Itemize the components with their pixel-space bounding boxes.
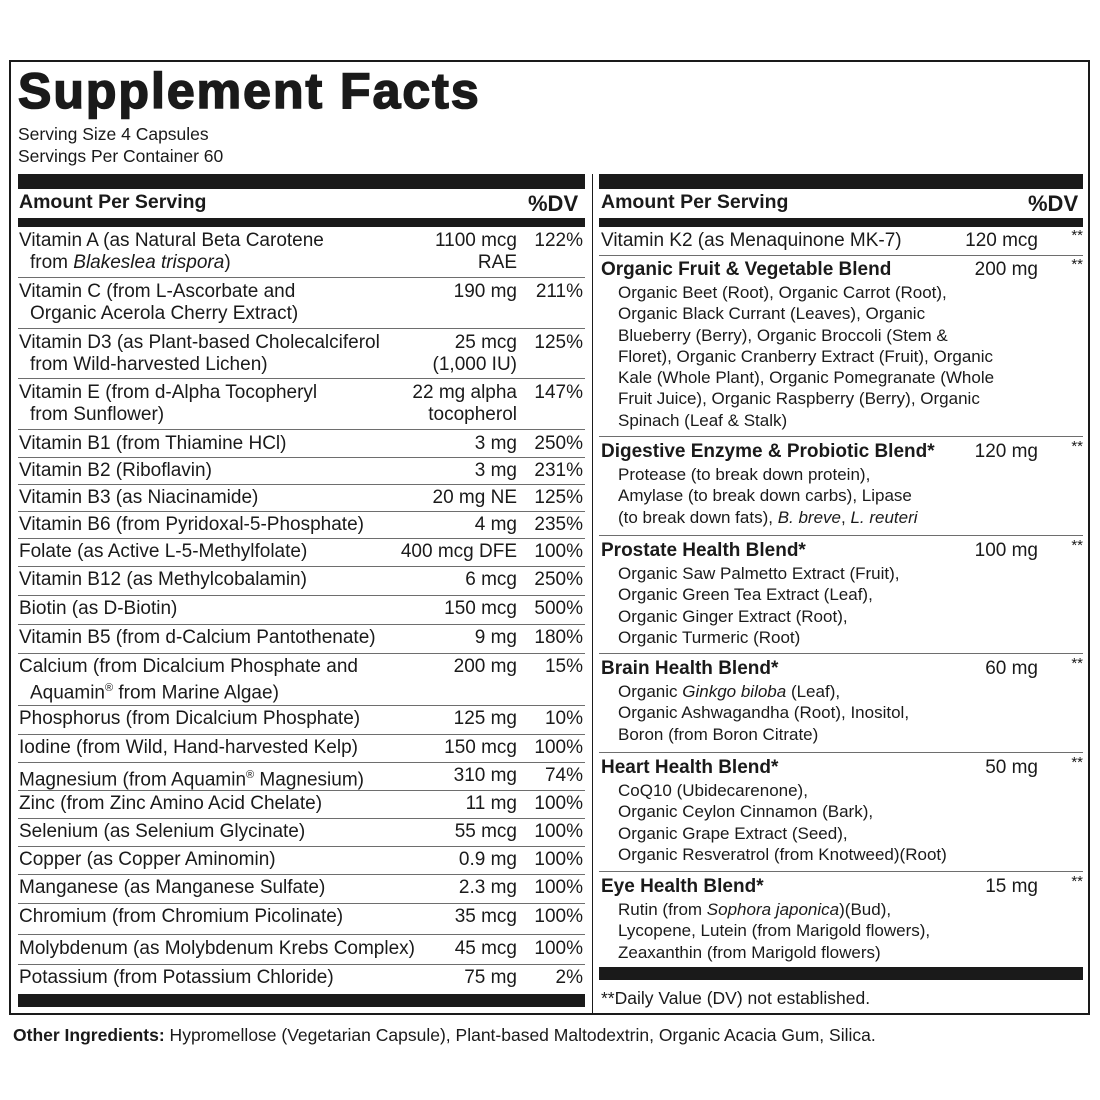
nutrient-amount-line: 310 mg bbox=[453, 765, 517, 786]
blend-row bbox=[601, 256, 1083, 430]
nutrient-amount bbox=[455, 906, 517, 928]
blend-name: Prostate Health Blend* bbox=[601, 540, 806, 561]
nutrient-amount-line: (1,000 IU) bbox=[432, 353, 517, 375]
other-ingredients bbox=[13, 1025, 876, 1046]
nutrient-amount-line: 75 mg bbox=[464, 967, 517, 988]
nutrient-dv: 235% bbox=[534, 514, 583, 535]
nutrient-name-line: Iodine (from Wild, Hand-harvested Kelp) bbox=[19, 737, 358, 758]
nutrient-name-line: from Sunflower) bbox=[30, 403, 165, 425]
nutrient-amount bbox=[464, 967, 517, 989]
nutrient-name bbox=[19, 849, 276, 871]
nutrient-dv: 211% bbox=[535, 281, 583, 302]
ingredient-line: Floret), Organic Cranberry Extract (Fruit), Organic bbox=[618, 346, 994, 366]
nutrient-dv: 100% bbox=[534, 849, 583, 870]
nutrient-name bbox=[19, 906, 343, 928]
row-divider bbox=[18, 457, 585, 458]
nutrient-dv: 125% bbox=[534, 332, 583, 353]
nutrient-dv: 100% bbox=[534, 938, 583, 959]
ingredient-line: Organic Ginkgo biloba (Leaf), bbox=[618, 682, 841, 701]
nutrient-row bbox=[19, 281, 585, 325]
nutrient-name bbox=[19, 460, 212, 482]
nutrient-amount-line: 200 mg bbox=[453, 656, 517, 677]
nutrient-row bbox=[19, 230, 585, 274]
row-divider bbox=[18, 484, 585, 485]
ingredient-line: CoQ10 (Ubidecarenone), bbox=[618, 781, 808, 800]
row-divider bbox=[18, 378, 585, 379]
nutrient-amount-line: 45 mcg bbox=[454, 938, 517, 959]
row-divider bbox=[18, 903, 585, 904]
ingredient-line: Fruit Juice), Organic Raspberry (Berry), Organic bbox=[618, 389, 980, 409]
nutrient-name bbox=[19, 230, 324, 273]
nutrient-dv: 100% bbox=[534, 906, 583, 927]
nutrient-amount-line: 20 mg NE bbox=[432, 487, 517, 508]
nutrient-amount bbox=[455, 938, 517, 960]
nutrient-amount bbox=[454, 281, 517, 303]
row-divider bbox=[599, 871, 1083, 872]
blend-ingredients bbox=[618, 464, 918, 528]
blend-row bbox=[601, 537, 1083, 647]
nutrient-dv: 231% bbox=[534, 460, 583, 481]
ingredient-line: Kale (Whole Plant), Organic Pomegranate (Whole bbox=[618, 368, 995, 388]
nutrient-dv: 250% bbox=[534, 433, 583, 454]
nutrient-name bbox=[19, 708, 360, 730]
blend-row bbox=[601, 438, 1083, 527]
nutrient-amount bbox=[435, 230, 517, 273]
nutrient-amount bbox=[454, 765, 517, 787]
nutrient-amount bbox=[459, 877, 517, 899]
ingredient-line: Organic Grape Extract (Seed), bbox=[618, 823, 848, 843]
ingredient-line: Spinach (Leaf & Stalk) bbox=[618, 410, 788, 430]
nutrient-name-line: Vitamin B12 (as Methylcobalamin) bbox=[19, 569, 307, 590]
blend-ingredients bbox=[618, 563, 900, 648]
row-divider bbox=[18, 762, 585, 763]
nutrient-amount bbox=[412, 382, 517, 425]
nutrient-amount-line: 150 mcg bbox=[444, 737, 517, 758]
blend-row bbox=[601, 754, 1083, 864]
nutrient-dv: 500% bbox=[534, 598, 583, 619]
right-top-bar bbox=[599, 174, 1083, 189]
row-divider bbox=[18, 538, 585, 539]
nutrient-name-line: Biotin (as D-Biotin) bbox=[19, 598, 178, 619]
ingredient-line: Protease (to break down protein), bbox=[618, 465, 871, 484]
blend-dv: ** bbox=[1071, 438, 1083, 455]
right-header-amount: Amount Per Serving bbox=[601, 191, 789, 213]
nutrient-amount-line: 400 mcg DFE bbox=[400, 541, 517, 562]
nutrient-name-line: from Wild-harvested Lichen) bbox=[30, 353, 268, 375]
row-divider bbox=[18, 734, 585, 735]
nutrient-name bbox=[19, 627, 376, 649]
nutrient-name-line: Calcium (from Dicalcium Phosphate and bbox=[19, 656, 358, 677]
blend-amount: 100 mg bbox=[974, 540, 1038, 561]
nutrient-amount-line: 25 mcg bbox=[454, 332, 517, 353]
nutrient-row bbox=[19, 382, 585, 426]
nutrient-dv: 100% bbox=[534, 877, 583, 898]
ingredient-line: Organic Ginger Extract (Root), bbox=[618, 606, 848, 626]
row-divider bbox=[599, 436, 1083, 437]
nutrient-name bbox=[19, 281, 298, 324]
nutrient-dv: 100% bbox=[534, 541, 583, 562]
nutrient-name bbox=[19, 737, 358, 759]
nutrient-amount bbox=[455, 821, 517, 843]
nutrient-name bbox=[19, 765, 364, 791]
nutrient-amount: 120 mcg bbox=[965, 230, 1038, 251]
left-header-bar bbox=[18, 218, 585, 227]
nutrient-name-line: Vitamin B2 (Riboflavin) bbox=[19, 460, 212, 481]
ingredient-line: Zeaxanthin (from Marigold flowers) bbox=[618, 942, 881, 962]
blend-name: Eye Health Blend* bbox=[601, 876, 764, 897]
blend-ingredients bbox=[618, 282, 994, 431]
nutrient-name-line: Vitamin D3 (as Plant-based Cholecalciferol bbox=[19, 332, 380, 353]
nutrient-name-line: Vitamin B1 (from Thiamine HCl) bbox=[19, 433, 287, 454]
nutrient-amount-line: RAE bbox=[477, 251, 517, 273]
nutrient-row bbox=[19, 967, 585, 1011]
left-header-dv: %DV bbox=[528, 191, 579, 216]
nutrient-name-line: Vitamin E (from d-Alpha Tocopheryl bbox=[19, 382, 318, 403]
ingredient-line: Organic Turmeric (Root) bbox=[618, 627, 801, 647]
ingredient-line: Amylase (to break down carbs), Lipase bbox=[618, 486, 912, 506]
ingredient-line: Rutin (from Sophora japonica)(Bud), bbox=[618, 900, 892, 919]
row-divider bbox=[18, 566, 585, 567]
ingredient-line: Organic Resveratrol (from Knotweed)(Root) bbox=[618, 844, 947, 864]
ingredient-line: Blueberry (Berry), Organic Broccoli (Stem & bbox=[618, 325, 948, 345]
nutrient-name bbox=[19, 877, 325, 899]
nutrient-name bbox=[19, 487, 258, 509]
row-divider bbox=[18, 277, 585, 278]
nutrient-amount bbox=[401, 541, 517, 563]
ingredient-line: Lycopene, Lutein (from Marigold flowers), bbox=[618, 921, 931, 941]
row-divider bbox=[599, 752, 1083, 753]
panel-title: Supplement Facts bbox=[18, 63, 481, 119]
nutrient-dv: 74% bbox=[544, 765, 583, 786]
nutrient-name-line: Chromium (from Chromium Picolinate) bbox=[19, 906, 344, 927]
row-divider bbox=[18, 328, 585, 329]
nutrient-amount bbox=[466, 793, 517, 815]
nutrient-amount-line: 125 mg bbox=[453, 708, 517, 729]
row-divider bbox=[18, 624, 585, 625]
nutrient-dv: 100% bbox=[534, 737, 583, 758]
nutrient-amount bbox=[459, 849, 517, 871]
blend-name: Digestive Enzyme & Probiotic Blend* bbox=[601, 441, 935, 462]
nutrient-amount-line: 3 mg bbox=[474, 460, 517, 481]
nutrient-name-line: Vitamin B5 (from d-Calcium Pantothenate) bbox=[19, 627, 376, 648]
nutrient-name-line: Potassium (from Potassium Chloride) bbox=[19, 967, 334, 988]
nutrient-name-line: Copper (as Copper Aminomin) bbox=[19, 849, 276, 870]
blend-ingredients bbox=[618, 681, 909, 745]
nutrient-dv: 15% bbox=[544, 656, 583, 677]
nutrient-name-line: Folate (as Active L-5-Methylfolate) bbox=[19, 541, 308, 562]
nutrient-amount-line: 0.9 mg bbox=[458, 849, 517, 870]
row-divider bbox=[18, 705, 585, 706]
nutrient-amount-line: 4 mg bbox=[474, 514, 517, 535]
nutrient-amount-line: 6 mcg bbox=[465, 569, 517, 590]
other-ingredients-text: Hypromellose (Vegetarian Capsule), Plant-based Maltodextrin, Organic Acacia Gum, Silica. bbox=[164, 1025, 876, 1045]
right-header-dv: %DV bbox=[1028, 191, 1079, 216]
row-divider bbox=[18, 653, 585, 654]
nutrient-dv: 180% bbox=[534, 627, 583, 648]
nutrient-dv: 2% bbox=[555, 967, 583, 988]
row-divider bbox=[18, 790, 585, 791]
nutrient-name-line: Zinc (from Zinc Amino Acid Chelate) bbox=[19, 793, 323, 814]
right-header-bar bbox=[599, 218, 1083, 227]
blend-dv: ** bbox=[1071, 537, 1083, 554]
nutrient-amount-line: 55 mcg bbox=[454, 821, 517, 842]
nutrient-name-line: Vitamin B3 (as Niacinamide) bbox=[19, 487, 259, 508]
nutrient-name: Vitamin K2 (as Menaquinone MK-7) bbox=[601, 230, 902, 251]
other-ingredients-label: Other Ingredients: bbox=[13, 1025, 165, 1045]
nutrient-amount bbox=[454, 656, 517, 678]
row-divider bbox=[599, 535, 1083, 536]
nutrient-name bbox=[19, 793, 322, 815]
nutrient-amount-line: 11 mg bbox=[465, 793, 517, 814]
nutrient-amount-line: 3 mg bbox=[474, 433, 517, 454]
ingredient-line: Organic Green Tea Extract (Leaf), bbox=[618, 585, 873, 605]
nutrient-amount bbox=[433, 332, 517, 375]
nutrient-name-line: Vitamin C (from L-Ascorbate and bbox=[19, 281, 296, 302]
blend-row bbox=[601, 873, 1083, 962]
nutrient-dv: ** bbox=[1071, 227, 1083, 244]
nutrient-amount bbox=[444, 737, 517, 759]
nutrient-name-line: Vitamin A (as Natural Beta Carotene bbox=[19, 230, 324, 251]
blend-row bbox=[601, 655, 1083, 744]
ingredient-line: Organic Beet (Root), Organic Carrot (Root), bbox=[618, 283, 947, 302]
ingredient-line: Organic Saw Palmetto Extract (Fruit), bbox=[618, 564, 900, 583]
blend-dv: ** bbox=[1071, 256, 1083, 273]
nutrient-name-line: from Blakeslea trispora) bbox=[30, 251, 231, 273]
nutrient-name-line: Organic Acerola Cherry Extract) bbox=[30, 302, 299, 324]
vitamin-k2-row bbox=[601, 227, 1083, 252]
left-header-amount: Amount Per Serving bbox=[19, 191, 207, 213]
nutrient-name bbox=[19, 514, 364, 536]
blend-amount: 120 mg bbox=[974, 441, 1038, 462]
servings-per-container: Servings Per Container 60 bbox=[18, 146, 224, 166]
nutrient-name-line: Molybdenum (as Molybdenum Krebs Complex) bbox=[19, 938, 415, 959]
nutrient-dv: 100% bbox=[534, 793, 583, 814]
nutrient-amount-line: tocopherol bbox=[428, 403, 517, 425]
nutrient-amount bbox=[475, 433, 517, 455]
nutrient-name bbox=[19, 967, 334, 989]
nutrient-dv: 122% bbox=[534, 230, 583, 251]
nutrient-name-line: Manganese (as Manganese Sulfate) bbox=[19, 877, 326, 898]
ingredient-line: Organic Black Currant (Leaves), Organic bbox=[618, 304, 926, 324]
nutrient-amount bbox=[444, 598, 517, 620]
row-divider bbox=[18, 874, 585, 875]
nutrient-name bbox=[19, 569, 307, 591]
nutrient-name bbox=[19, 656, 358, 703]
row-divider bbox=[599, 653, 1083, 654]
blend-ingredients bbox=[618, 780, 947, 865]
nutrient-amount-line: 35 mcg bbox=[454, 906, 517, 927]
daily-value-footnote: **Daily Value (DV) not established. bbox=[601, 988, 871, 1008]
row-divider bbox=[18, 846, 585, 847]
nutrient-dv: 250% bbox=[534, 569, 583, 590]
nutrient-dv: 100% bbox=[534, 821, 583, 842]
blend-name: Organic Fruit & Vegetable Blend bbox=[601, 259, 892, 280]
nutrient-name bbox=[19, 382, 317, 425]
nutrient-dv: 147% bbox=[534, 382, 583, 403]
nutrient-name-line: Magnesium (from Aquamin® Magnesium) bbox=[19, 769, 364, 791]
row-divider bbox=[18, 429, 585, 430]
nutrient-name bbox=[19, 332, 380, 375]
ingredient-line: Boron (from Boron Citrate) bbox=[618, 724, 819, 744]
blend-amount: 60 mg bbox=[985, 658, 1038, 679]
row-divider bbox=[599, 255, 1083, 256]
nutrient-amount bbox=[465, 569, 517, 591]
nutrient-row bbox=[19, 656, 585, 703]
ingredient-line: (to break down fats), B. breve, L. reuteri bbox=[618, 507, 918, 527]
row-divider bbox=[18, 818, 585, 819]
nutrient-amount-line: 22 mg alpha bbox=[412, 382, 517, 403]
nutrient-row bbox=[19, 332, 585, 376]
blend-amount: 15 mg bbox=[985, 876, 1038, 897]
ingredient-line: Organic Ceylon Cinnamon (Bark), bbox=[618, 802, 874, 822]
nutrient-dv: 125% bbox=[534, 487, 583, 508]
ingredient-line: Organic Ashwagandha (Root), Inositol, bbox=[618, 703, 910, 723]
row-divider bbox=[18, 595, 585, 596]
blend-amount: 50 mg bbox=[985, 757, 1038, 778]
nutrient-name bbox=[19, 821, 305, 843]
nutrient-amount-line: 190 mg bbox=[453, 281, 517, 302]
column-divider bbox=[592, 174, 593, 1014]
blend-dv: ** bbox=[1071, 754, 1083, 771]
blend-dv: ** bbox=[1071, 655, 1083, 672]
nutrient-name bbox=[19, 938, 415, 960]
blend-dv: ** bbox=[1071, 873, 1083, 890]
nutrient-amount bbox=[454, 708, 517, 730]
nutrient-name-line: Vitamin B6 (from Pyridoxal-5-Phosphate) bbox=[19, 514, 364, 535]
nutrient-amount bbox=[475, 627, 517, 649]
row-divider bbox=[18, 934, 585, 935]
nutrient-amount-line: 9 mg bbox=[474, 627, 517, 648]
blend-name: Heart Health Blend* bbox=[601, 757, 779, 778]
left-top-bar bbox=[18, 174, 585, 189]
row-divider bbox=[18, 511, 585, 512]
nutrient-amount bbox=[475, 514, 517, 536]
nutrient-amount bbox=[475, 460, 517, 482]
blend-amount: 200 mg bbox=[974, 259, 1038, 280]
blend-ingredients bbox=[618, 899, 930, 963]
right-bottom-bar bbox=[599, 967, 1083, 980]
nutrient-amount-line: 1100 mcg bbox=[434, 230, 517, 251]
blend-name: Brain Health Blend* bbox=[601, 658, 779, 679]
serving-size: Serving Size 4 Capsules bbox=[18, 124, 209, 144]
nutrient-dv: 10% bbox=[544, 708, 583, 729]
nutrient-name-line: Selenium (as Selenium Glycinate) bbox=[19, 821, 306, 842]
nutrient-name-line: Phosphorus (from Dicalcium Phosphate) bbox=[19, 708, 361, 729]
nutrient-name bbox=[19, 541, 307, 563]
nutrient-amount bbox=[433, 487, 517, 509]
nutrient-name-line: Aquamin® from Marine Algae) bbox=[30, 681, 279, 703]
nutrient-name bbox=[19, 598, 177, 620]
nutrient-name bbox=[19, 433, 286, 455]
row-divider bbox=[18, 964, 585, 965]
nutrient-amount-line: 150 mcg bbox=[444, 598, 517, 619]
nutrient-amount-line: 2.3 mg bbox=[458, 877, 517, 898]
